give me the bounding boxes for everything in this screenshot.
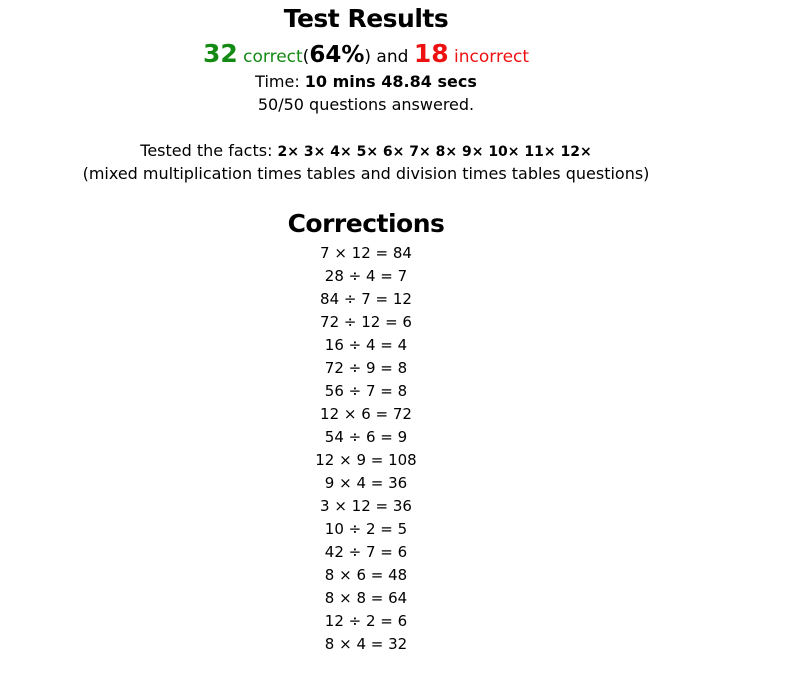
correction-item: 28 ÷ 4 = 7 [324, 267, 408, 285]
facts-label: Tested the facts: [140, 141, 273, 160]
correction-item: 9 × 4 = 36 [324, 474, 408, 492]
correction-item: 12 × 9 = 108 [315, 451, 417, 469]
correction-item: 42 ÷ 7 = 6 [324, 543, 408, 561]
incorrect-count: 18 [413, 39, 449, 68]
questions-answered: 50/50 questions answered. [257, 95, 475, 114]
time-taken [0, 71, 732, 93]
incorrect-label: incorrect [454, 47, 530, 67]
correction-item: 16 ÷ 4 = 4 [324, 336, 408, 354]
tested-facts [0, 140, 732, 163]
correction-item: 54 ÷ 6 = 9 [324, 428, 408, 446]
time-label: Time: [255, 72, 300, 91]
corrections-list [0, 242, 732, 656]
corrections-heading: Corrections [287, 209, 445, 238]
and-text: ) and [364, 47, 409, 67]
percent-score: 64% [309, 42, 365, 68]
time-value: 10 mins 48.84 secs [304, 72, 477, 91]
correction-item: 12 ÷ 2 = 6 [324, 612, 408, 630]
page-title: Test Results [283, 4, 449, 33]
correct-count: 32 [202, 39, 238, 68]
mixed-note: (mixed multiplication times tables and division times tables questions) [82, 164, 650, 183]
correction-item: 8 × 8 = 64 [324, 589, 408, 607]
correction-item: 84 ÷ 7 = 12 [320, 290, 412, 308]
correction-item: 7 × 12 = 84 [320, 244, 412, 262]
correction-item: 8 × 6 = 48 [324, 566, 408, 584]
open-paren: ( [302, 47, 310, 67]
correction-item: 10 ÷ 2 = 5 [324, 520, 408, 538]
correction-item: 12 × 6 = 72 [320, 405, 412, 423]
correction-item: 3 × 12 = 36 [320, 497, 412, 515]
facts-list: 2× 3× 4× 5× 6× 7× 8× 9× 10× 11× 12× [277, 144, 592, 160]
correction-item: 72 ÷ 12 = 6 [320, 313, 412, 331]
score-summary [0, 38, 732, 73]
correction-item: 56 ÷ 7 = 8 [324, 382, 408, 400]
correct-label: correct [243, 47, 303, 67]
correction-item: 72 ÷ 9 = 8 [324, 359, 408, 377]
correction-item: 8 × 4 = 32 [324, 635, 408, 653]
